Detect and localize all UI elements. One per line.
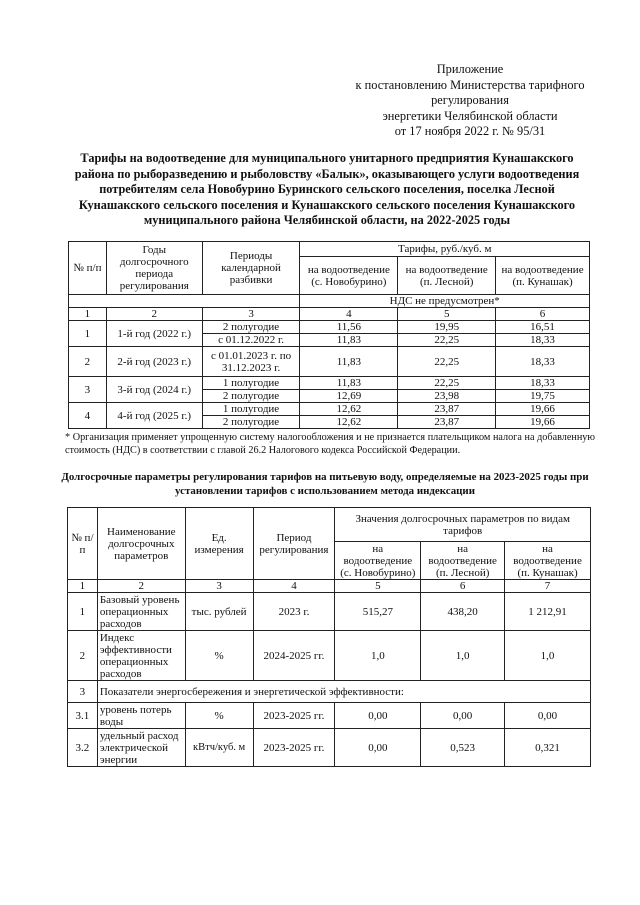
row-num: 1 — [69, 321, 107, 347]
col-number: 4 — [253, 580, 335, 593]
section-label: Показатели энергосбережения и энергетической эффективности: — [97, 681, 590, 703]
row-value: 19,66 — [496, 416, 590, 429]
row-value: 11,83 — [300, 334, 398, 347]
col-number: 4 — [300, 308, 398, 321]
section-title — [55, 471, 595, 498]
title-line: Долгосрочные параметры регулирования тарифов на питьевую воду, определяемые на 2023-2025 годы при — [61, 471, 589, 483]
row-value: 23,87 — [398, 416, 496, 429]
title-line: муниципального района Челябинской области, на 2022-2025 годы — [143, 213, 511, 227]
row-num: 3.2 — [68, 729, 98, 767]
row-value: 1 212,91 — [505, 593, 591, 631]
table-row — [69, 403, 590, 416]
row-period: с 01.01.2023 г. по 31.12.2023 г. — [202, 347, 300, 377]
row-period: 1 полугодие — [202, 403, 300, 416]
th-col3: на водоотведение (п. Кунашак) — [496, 257, 590, 295]
th-name: Наименование долгосрочных параметров — [97, 508, 185, 580]
row-value: 12,62 — [300, 403, 398, 416]
title-line: района по рыборазведению и рыболовству «Балык», оказывающего услуги водоотведения — [74, 166, 580, 181]
blank-cell — [69, 295, 300, 308]
row-unit: тыс. рублей — [185, 593, 253, 631]
row-value: 12,62 — [300, 416, 398, 429]
appendix-line: регулирования — [431, 93, 509, 107]
row-value: 19,95 — [398, 321, 496, 334]
row-year: 4-й год (2025 г.) — [106, 403, 202, 429]
col-number: 1 — [69, 308, 107, 321]
parameters-table — [67, 507, 591, 767]
row-value: 0,321 — [505, 729, 591, 767]
footnote: * Организация применяет упрощенную систему налогообложения и не признается плательщиком налога на добавленную стоимость (НДС) в соответствии с главой 26.2 Налогового кодекса Российской Федерации. — [65, 432, 595, 456]
row-unit: кВтч/куб. м — [185, 729, 253, 767]
row-num: 4 — [69, 403, 107, 429]
col-number: 3 — [202, 308, 300, 321]
th-col3: на водоотведение (п. Кунашак) — [505, 542, 591, 580]
col-number: 7 — [505, 580, 591, 593]
title-line: потребителям села Новобурино Буринского сельского поселения, поселка Лесной — [99, 182, 555, 196]
th-col2: на водоотведение (п. Лесной) — [421, 542, 505, 580]
th-years: Годы долгосрочного периода регулирования — [106, 242, 202, 295]
table-row — [68, 681, 591, 703]
row-value: 18,33 — [496, 377, 590, 390]
appendix-line: от 17 ноября 2022 г. № 95/31 — [394, 124, 546, 138]
col-number: 2 — [97, 580, 185, 593]
row-value: 12,69 — [300, 390, 398, 403]
document-title — [60, 151, 594, 229]
row-value: 1,0 — [505, 631, 591, 681]
row-name: удельный расход электрической энергии — [97, 729, 185, 767]
row-value: 515,27 — [335, 593, 421, 631]
table-row — [68, 631, 591, 681]
row-value: 22,25 — [398, 377, 496, 390]
th-num: № п/п — [69, 242, 107, 295]
row-num: 3 — [69, 377, 107, 403]
col-number: 5 — [335, 580, 421, 593]
row-unit: % — [185, 631, 253, 681]
row-period: 2023-2025 гг. — [253, 729, 335, 767]
row-name: уровень потерь воды — [97, 703, 185, 729]
row-year: 2-й год (2023 г.) — [106, 347, 202, 377]
row-num: 3 — [68, 681, 98, 703]
row-value: 16,51 — [496, 321, 590, 334]
th-tariffs: Тарифы, руб./куб. м — [300, 242, 590, 257]
row-year: 1-й год (2022 г.) — [106, 321, 202, 347]
row-num: 2 — [68, 631, 98, 681]
row-period: 1 полугодие — [202, 377, 300, 390]
table-row — [69, 377, 590, 390]
row-period: 2 полугодие — [202, 390, 300, 403]
row-value: 11,56 — [300, 321, 398, 334]
th-col1: на водоотведение (с. Новобурино) — [335, 542, 421, 580]
title-line: установлении тарифов с использованием метода индексации — [175, 484, 475, 497]
row-value: 438,20 — [421, 593, 505, 631]
table-row — [69, 347, 590, 377]
table-row — [68, 593, 591, 631]
row-value: 19,66 — [496, 403, 590, 416]
row-value: 22,25 — [398, 347, 496, 377]
appendix-line: Приложение — [436, 62, 504, 76]
table-row — [69, 321, 590, 334]
col-number: 6 — [421, 580, 505, 593]
row-num: 3.1 — [68, 703, 98, 729]
row-unit: % — [185, 703, 253, 729]
row-value: 23,98 — [398, 390, 496, 403]
row-value: 19,75 — [496, 390, 590, 403]
appendix-line: энергетики Челябинской области — [382, 108, 558, 123]
th-num: № п/п — [68, 508, 98, 580]
th-col1: на водоотведение (с. Новобурино) — [300, 257, 398, 295]
th-vat: НДС не предусмотрен* — [300, 295, 590, 308]
th-col2: на водоотведение (п. Лесной) — [398, 257, 496, 295]
row-num: 1 — [68, 593, 98, 631]
col-number: 3 — [185, 580, 253, 593]
th-periods: Периоды календарной разбивки — [202, 242, 300, 295]
col-number: 5 — [398, 308, 496, 321]
row-period: 2 полугодие — [202, 321, 300, 334]
table-row — [68, 703, 591, 729]
row-period: 2023-2025 гг. — [253, 703, 335, 729]
row-value: 11,83 — [300, 347, 398, 377]
col-number: 1 — [68, 580, 98, 593]
row-value: 0,00 — [505, 703, 591, 729]
col-number: 2 — [106, 308, 202, 321]
row-name: Индекс эффективности операционных расходов — [97, 631, 185, 681]
row-year: 3-й год (2024 г.) — [106, 377, 202, 403]
th-period: Период регулирования — [253, 508, 335, 580]
row-value: 11,83 — [300, 377, 398, 390]
row-value: 18,33 — [496, 347, 590, 377]
row-period: 2 полугодие — [202, 416, 300, 429]
row-value: 22,25 — [398, 334, 496, 347]
th-values: Значения долгосрочных параметров по видам тарифов — [335, 508, 591, 542]
row-name: Базовый уровень операционных расходов — [97, 593, 185, 631]
row-period: 2024-2025 гг. — [253, 631, 335, 681]
tariff-table — [68, 241, 590, 429]
row-value: 0,00 — [335, 703, 421, 729]
row-period: 2023 г. — [253, 593, 335, 631]
row-value: 0,523 — [421, 729, 505, 767]
appendix-line: к постановлению Министерства тарифного — [355, 77, 585, 92]
row-period: с 01.12.2022 г. — [202, 334, 300, 347]
row-value: 1,0 — [421, 631, 505, 681]
row-value: 23,87 — [398, 403, 496, 416]
th-unit: Ед. измерения — [185, 508, 253, 580]
title-line: Тарифы на водоотведение для муниципального унитарного предприятия Кунашакского — [80, 151, 574, 165]
table-row — [68, 729, 591, 767]
title-line: Кунашакского сельского поселения и Кунашакского сельского поселения Кунашакского — [78, 197, 576, 212]
row-value: 1,0 — [335, 631, 421, 681]
appendix-block — [340, 62, 600, 140]
row-value: 0,00 — [335, 729, 421, 767]
row-value: 18,33 — [496, 334, 590, 347]
row-num: 2 — [69, 347, 107, 377]
col-number: 6 — [496, 308, 590, 321]
row-value: 0,00 — [421, 703, 505, 729]
